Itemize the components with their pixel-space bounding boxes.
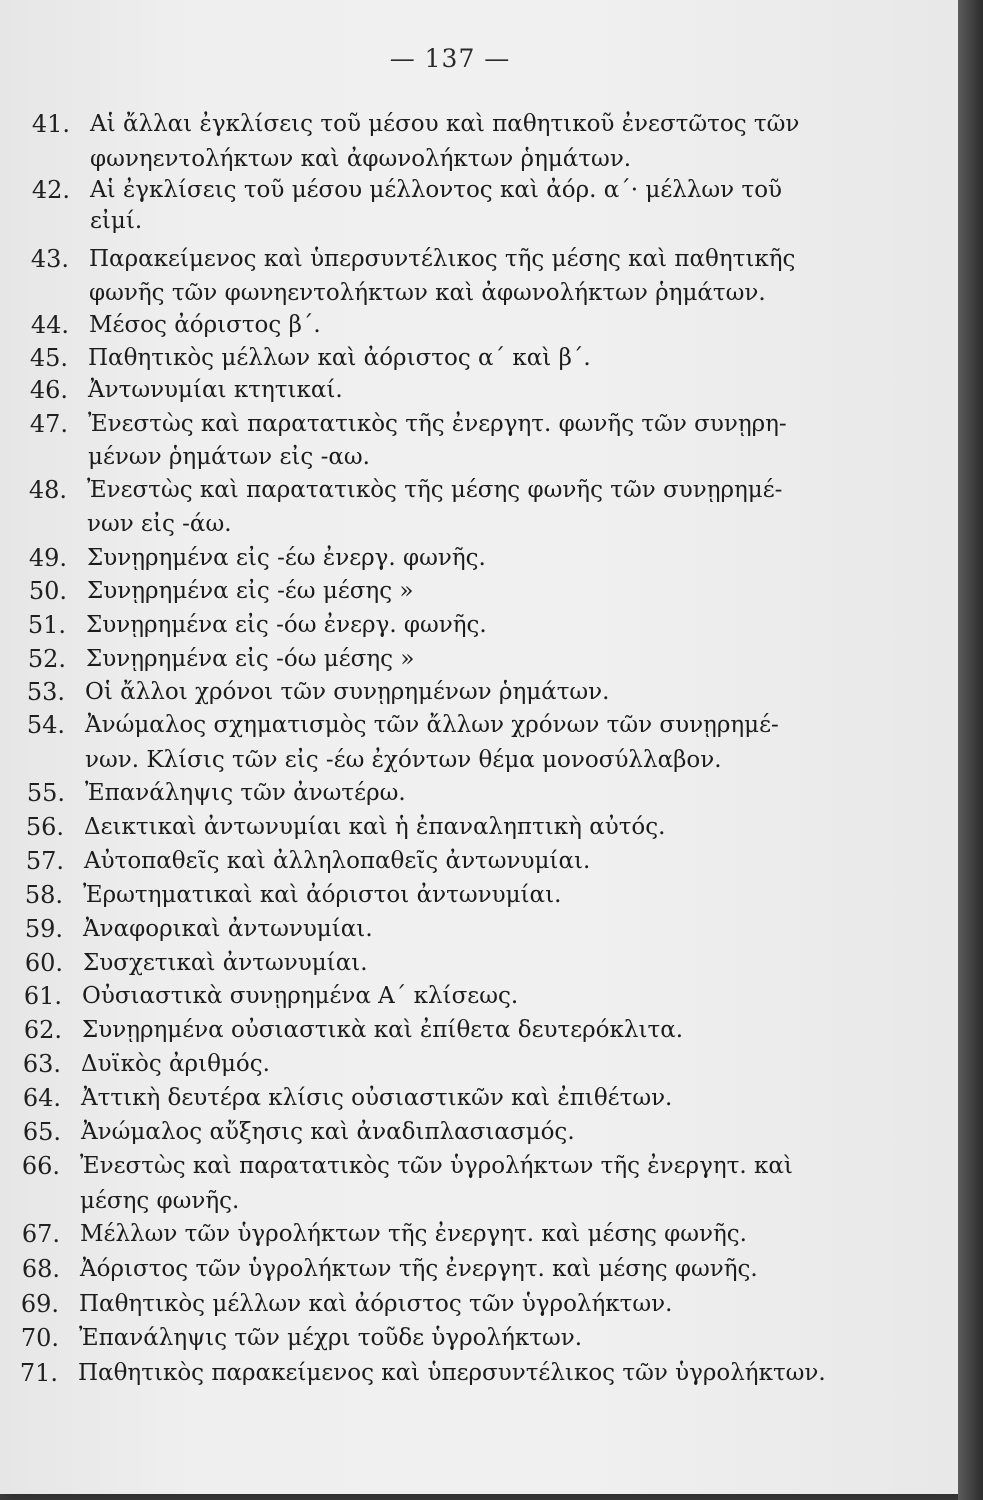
entry-number: 53.: [26, 678, 65, 706]
list-item: [0, 1253, 958, 1289]
entry-text: Δεικτικαὶ ἀντωνυμίαι καὶ ἡ ἐπαναληπτικὴ αὐτός.: [84, 814, 666, 840]
entry-text: Ἐρωτηματικαὶ καὶ ἀόριστοι ἀντωνυμίαι.: [83, 882, 562, 908]
entry-text: Αἱ ἐγκλίσεις τοῦ μέσου μέλλοντος καὶ ἀόρ. α΄· μέλλων τοῦ: [90, 177, 783, 203]
entry-continuation: νων. Κλίσις τῶν εἰς -έω ἐχόντων θέμα μονοσύλλαβον.: [85, 747, 722, 773]
entry-number: 50.: [28, 577, 67, 605]
entry-continuation: φωνηεντολήκτων καὶ ἀφωνολήκτων ῥημάτων.: [90, 146, 632, 172]
list-item: [0, 575, 958, 611]
entry-text: Παθητικὸς μέλλων καὶ ἀόριστος τῶν ὑγρολήκτων.: [79, 1291, 673, 1317]
list-item: [0, 474, 958, 510]
entry-text: Μέλλων τῶν ὑγρολήκτων τῆς ἐνεργητ. καὶ μέσης φωνῆς.: [80, 1221, 747, 1247]
entry-text: Ἀττικὴ δευτέρα κλίσις οὐσιαστικῶν καὶ ἐπιθέτων.: [81, 1085, 673, 1111]
entry-number: 42.: [31, 176, 70, 204]
list-item: [0, 243, 958, 279]
list-item: [0, 374, 958, 410]
entry-number: 43.: [30, 245, 69, 273]
entry-number: 56.: [25, 813, 64, 841]
entry-text: Οὐσιαστικὰ συνῃρημένα Α΄ κλίσεως.: [82, 983, 519, 1009]
list-item: [0, 811, 958, 847]
list-item: [0, 947, 958, 983]
list-item: [0, 1082, 958, 1118]
entry-number: 51.: [27, 611, 66, 639]
entry-text: Οἱ ἄλλοι χρόνοι τῶν συνῃρημένων ῥημάτων.: [85, 679, 610, 705]
entry-text: Συνῃρημένα εἰς -έω μέσης »: [87, 578, 414, 604]
entry-text: Αὐτοπαθεῖς καὶ ἀλληλοπαθεῖς ἀντωνυμίαι.: [84, 848, 591, 874]
entry-text: Παθητικὸς μέλλων καὶ ἀόριστος α΄ καὶ β΄.: [88, 345, 591, 371]
entry-text: Ἀόριστος τῶν ὑγρολήκτων τῆς ἐνεργητ. καὶ μέσης φωνῆς.: [80, 1256, 758, 1282]
entry-text: Παθητικὸς παρακείμενος καὶ ὑπερσυντέλικος τῶν ὑγρολήκτων.: [78, 1360, 826, 1386]
entry-number: 61.: [23, 982, 62, 1010]
entry-continuation: εἰμί.: [90, 208, 143, 234]
list-item: [0, 676, 958, 712]
entry-text: Ἀντωνυμίαι κτητικαί.: [88, 377, 343, 403]
entry-number: 41.: [31, 110, 70, 138]
entry-text: Ἐπανάληψις τῶν ἀνωτέρω.: [85, 780, 406, 806]
list-item: [0, 1116, 958, 1152]
list-item: [0, 174, 958, 210]
entry-text: Συνῃρημένα εἰς -όω ἐνεργ. φωνῆς.: [86, 612, 487, 638]
list-item: [0, 408, 958, 444]
list-item: [0, 108, 958, 144]
entry-number: 58.: [24, 881, 63, 909]
entry-number: 48.: [28, 476, 67, 504]
entry-continuation: μέσης φωνῆς.: [80, 1188, 240, 1214]
entry-text: Δυϊκὸς ἀριθμός.: [81, 1051, 270, 1077]
entry-number: 52.: [27, 645, 66, 673]
entry-number: 46.: [29, 376, 68, 404]
entry-number: 63.: [22, 1050, 61, 1078]
list-item: [0, 709, 958, 745]
entry-number: 69.: [20, 1290, 59, 1318]
list-item: [0, 309, 958, 345]
list-item: [0, 879, 958, 915]
list-item: [0, 609, 958, 645]
page-number: — 137 —: [389, 44, 511, 73]
list-item: [0, 1357, 958, 1393]
entry-number: 60.: [24, 949, 63, 977]
entry-text: Ἐνεστὼς καὶ παρατατικὸς τῆς μέσης φωνῆς τῶν συνῃρημέ-: [87, 477, 783, 503]
list-item: [0, 1218, 958, 1254]
entry-text: Συνῃρημένα εἰς -όω μέσης »: [86, 646, 415, 672]
entry-text: Συσχετικαὶ ἀντωνυμίαι.: [83, 950, 368, 976]
entry-text: Ἀνώμαλος σχηματισμὸς τῶν ἄλλων χρόνων τῶν συνῃρημέ-: [85, 712, 779, 738]
entry-number: 65.: [22, 1118, 61, 1146]
list-item: [0, 643, 958, 679]
entry-number: 62.: [23, 1016, 62, 1044]
entry-text: Ἀναφορικαὶ ἀντωνυμίαι.: [83, 916, 373, 942]
entry-text: Ἐνεστὼς καὶ παρατατικὸς τῶν ὑγρολήκτων τῆς ἐνεργητ. καὶ: [80, 1153, 793, 1179]
entry-number: 54.: [26, 711, 65, 739]
entry-number: 57.: [25, 847, 64, 875]
list-item: [0, 1048, 958, 1084]
list-item: [0, 1014, 958, 1050]
list-item: [0, 1150, 958, 1186]
entry-text: Ἐπανάληψις τῶν μέχρι τοῦδε ὑγρολήκτων.: [79, 1325, 583, 1351]
entry-text: Παρακείμενος καὶ ὑπερσυντέλικος τῆς μέσης καὶ παθητικῆς: [89, 246, 796, 272]
list-item: [0, 1288, 958, 1324]
entry-text: Μέσος ἀόριστος β΄.: [89, 312, 321, 338]
entry-continuation: μένων ῥημάτων εἰς -αω.: [88, 444, 370, 470]
entry-number: 71.: [19, 1359, 58, 1387]
entry-continuation: φωνῆς τῶν φωνηεντολήκτων καὶ ἀφωνολήκτων ῥημάτων.: [89, 280, 766, 306]
list-item: [0, 1322, 958, 1358]
entry-number: 49.: [28, 544, 67, 572]
entry-number: 68.: [21, 1255, 60, 1283]
entry-number: 64.: [22, 1084, 61, 1112]
entry-text: Συνῃρημένα οὐσιαστικὰ καὶ ἐπίθετα δευτερόκλιτα.: [82, 1017, 684, 1043]
entry-number: 67.: [21, 1220, 60, 1248]
list-item: [0, 777, 958, 813]
list-item: [0, 980, 958, 1016]
entry-number: 66.: [21, 1152, 60, 1180]
entry-text: Ἀνώμαλος αὔξησις καὶ ἀναδιπλασιασμός.: [81, 1119, 575, 1145]
list-item: [0, 845, 958, 881]
page-edge-shadow: [958, 0, 983, 1500]
entry-number: 47.: [29, 410, 68, 438]
entry-number: 45.: [29, 344, 68, 372]
entry-text: Αἱ ἄλλαι ἐγκλίσεις τοῦ μέσου καὶ παθητικοῦ ἐνεστῶτος τῶν: [90, 111, 800, 137]
list-item: [0, 542, 958, 578]
entry-number: 55.: [26, 779, 65, 807]
entry-text: Ἐνεστὼς καὶ παρατατικὸς τῆς ἐνεργητ. φωνῆς τῶν συνῃρη-: [88, 411, 787, 437]
entry-text: Συνῃρημένα εἰς -έω ἐνεργ. φωνῆς.: [87, 545, 486, 571]
entry-number: 59.: [24, 915, 63, 943]
list-item: [0, 342, 958, 378]
entry-number: 70.: [20, 1324, 59, 1352]
list-item: [0, 913, 958, 949]
entry-number: 44.: [30, 311, 69, 339]
entry-continuation: νων εἰς -άω.: [87, 511, 232, 537]
